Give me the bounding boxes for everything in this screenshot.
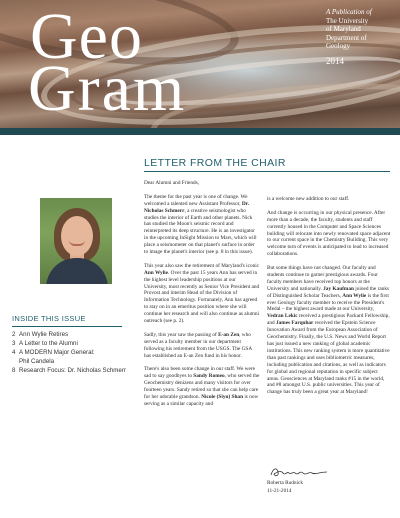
publication-year: 2014 bbox=[326, 55, 344, 66]
letter-title: LETTER FROM THE CHAIR bbox=[144, 157, 286, 169]
portrait-shirt bbox=[46, 258, 108, 284]
person-name: Nicole (Siyu) Shan bbox=[201, 394, 244, 401]
person-name: Ann Wylie bbox=[144, 269, 168, 276]
text-run: The theme for the past year is one of change. We welcomed a talented new Assistant Professor, bbox=[144, 193, 248, 207]
inside-issue-item[interactable] bbox=[12, 339, 127, 348]
letter-paragraph: And change is occurring in our physical presence. After more than a decade, the faculty, students and staff currently housed in the Computer and Space Sciences building will relocate into newly renovated space adjacent to our current space in the Chemistry Building. This very welcome turn of events is anticipated to lead to increased collaborations. bbox=[267, 209, 391, 258]
letter-paragraph bbox=[144, 366, 260, 407]
masthead-banner bbox=[0, 0, 400, 128]
text-run: , who served the Geochemistry denizens and many visitors for over fourteen years. Sandy retired so that she can help care for her adorable grandson. bbox=[144, 373, 260, 401]
text-run: But some things have not changed. Our faculty and students continue to garner prestigious awards. Four faculty members have received top honors at the University and nationally. bbox=[267, 265, 378, 292]
text-run: There's also been some change in our staff. We were sad to say goodbyes to bbox=[144, 366, 255, 380]
text-run: received the Epstein Science Innovation Award from the European Association of Geochemistry. Finally, the U.S. News and World Report has just issued a new ranking of global academic institutions. This new ranking system is more quantitative than past rankings and uses bibliometric measures, including publication and citations, as well as indicators for global and regional reputation in specific subject areas. Geosciences at Maryland ranks #15 in the world, and #8 amongst U.S. public universities. This year of change has truly been a great year at Maryland! bbox=[267, 320, 390, 396]
letter-paragraph bbox=[144, 194, 260, 256]
logo-geo: Geo bbox=[30, 0, 143, 73]
item-title-line: A MODERN Major General: bbox=[19, 349, 95, 356]
inside-issue-item[interactable] bbox=[12, 330, 127, 339]
item-page-number: 2 bbox=[12, 331, 16, 338]
publication-line: Geology bbox=[326, 42, 351, 50]
letter-paragraph bbox=[267, 265, 391, 396]
text-run: , who served as a faculty member in our department following his retirement from the USGS. The GSA has established an E-an Zen fund in his honor. bbox=[144, 331, 252, 359]
masthead-divider bbox=[0, 128, 400, 135]
item-page-number: 3 bbox=[12, 340, 16, 347]
publication-line: A Publication of bbox=[326, 8, 372, 16]
portrait-face bbox=[61, 216, 93, 256]
logo-gram: Gram bbox=[28, 52, 187, 125]
text-run: , a creative seismologist who studies the interior of Earth and other planets. Nick has studied the Moon's seismic record and reinterpreted its deep structure. He is an investigator in the upcoming InSight Mission to Mars, which will place a seismometer on that planet's surface in order to image the planet's interior (see p. 8 in this issue). bbox=[144, 207, 257, 256]
letter-paragraph: is a welcome new addition to our staff. bbox=[267, 196, 350, 202]
publication-line: The University bbox=[326, 16, 369, 25]
person-name: Jay Kaufman bbox=[323, 285, 354, 292]
item-title-line: Phil Candela bbox=[19, 358, 55, 365]
text-run: Sadly, this year saw the passing of bbox=[144, 331, 219, 338]
handwritten-signature bbox=[269, 466, 329, 478]
text-run: This year also saw the retirement of Maryland's iconic bbox=[144, 262, 260, 269]
item-title: A Letter to the Alumni bbox=[19, 340, 78, 347]
text-run: . Over the past 15 years Ann has served in the highest level leadership positions at our University, most recently as Senior Vice President and Provost and interim Head of the Division of Information Technology. Fortunately, Ann has agreed to stay on in an emeritus position where she will continue her research and will also continue as alumni outreach (see p. 2). bbox=[144, 269, 260, 325]
letter-paragraph bbox=[144, 263, 260, 325]
inside-issue-heading: INSIDE THIS ISSUE bbox=[12, 314, 86, 323]
letter-column-1 bbox=[144, 180, 260, 415]
publication-line: Department of bbox=[326, 33, 367, 42]
inside-issue-rule bbox=[12, 326, 122, 327]
item-page-number: 8 bbox=[12, 367, 16, 374]
signature-date: 11-21-2014 bbox=[267, 488, 292, 494]
item-title bbox=[19, 348, 127, 366]
inside-issue-item[interactable] bbox=[12, 348, 127, 366]
item-title: Research Focus: Dr. Nicholas Schmerr bbox=[19, 367, 126, 374]
item-page-number: 4 bbox=[12, 349, 16, 356]
item-title: Ann Wylie Retires bbox=[19, 331, 69, 338]
signature-name: Roberta Rudnick bbox=[267, 480, 304, 486]
person-name: Dr. Nicholas Schmerr bbox=[144, 200, 249, 214]
inside-issue-list bbox=[12, 330, 127, 375]
text-run: is now serving as a similar capacity and bbox=[144, 394, 259, 407]
chair-portrait-photo bbox=[40, 198, 112, 284]
letter-column-2 bbox=[267, 196, 391, 403]
text-run: received a prestigious Packard Fellowship, and bbox=[267, 313, 390, 327]
letter-paragraph bbox=[144, 332, 260, 360]
person-name: E-an Zen bbox=[218, 331, 240, 338]
person-name: Vedran Lekic bbox=[267, 313, 298, 320]
person-name: Ann Wylie bbox=[342, 292, 367, 299]
inside-issue-item[interactable] bbox=[12, 366, 127, 375]
person-name: James Farquhar bbox=[275, 320, 314, 327]
text-run: is the first ever Geology faculty member to receive the President's Medal – the highest award made at our University, bbox=[267, 292, 389, 313]
text-run: joined the ranks of Distinguished Scholar Teachers, bbox=[267, 285, 390, 299]
person-name: Sandy Romeo bbox=[193, 373, 225, 380]
publication-line: of Maryland bbox=[326, 25, 361, 33]
publication-credit bbox=[326, 8, 396, 65]
letter-title-rule bbox=[144, 171, 390, 172]
letter-salutation: Dear Alumni and Friends, bbox=[144, 180, 200, 186]
